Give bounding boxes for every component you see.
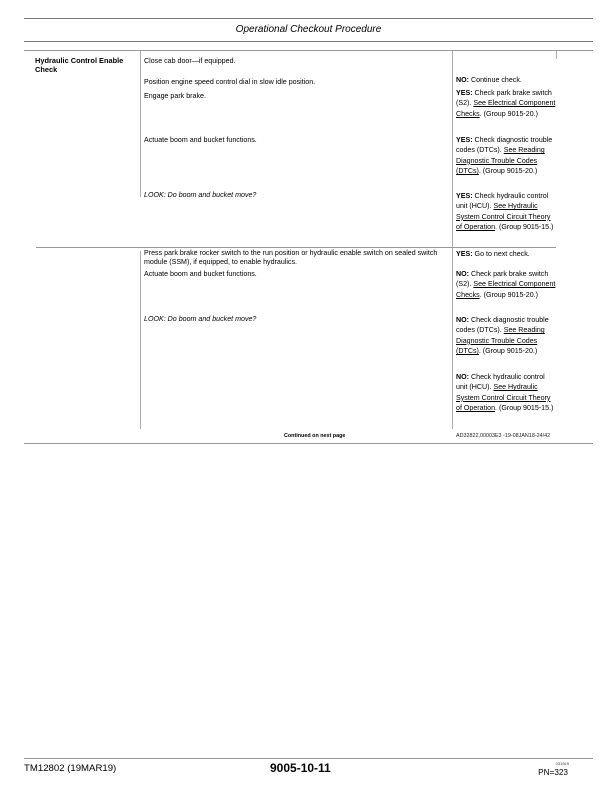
step-actuate-functions: Actuate boom and bucket functions. [144,270,257,278]
result-text: Check park brake switch (S2). [456,270,549,289]
result-suffix: . (Group 9015-20.) [479,290,539,299]
step-enable-hydraulics: Press park brake rocker switch to the run position or hydraulic enable switch on sealed switch module (SSM), if equipped, to enable hydraulics. [144,249,438,266]
result-yes-hcu [456,191,556,233]
page-number: 9005-10-11 [270,761,331,775]
result-no-hcu [456,372,556,414]
result-text: Check park brake switch (S2). [456,89,552,108]
reference-link[interactable]: See Reading Diagnostic Trouble Codes (DTCs) [456,326,545,356]
step-park-brake: Engage park brake. [144,92,206,100]
step-speed-dial: Position engine speed control dial in slow idle position. [144,78,316,86]
document-id: AD32822,00003E3 -19-08JAN18-24/42 [456,433,551,439]
footer-code: 031919 [555,761,569,766]
result-text: Check hydraulic control unit (HCU). [456,192,549,211]
step-close-cab-door: Close cab door—if equipped. [144,57,236,65]
result-yes-next [456,249,556,259]
result-suffix: . (Group 9015-20.) [479,109,539,118]
header-title: Operational Checkout Procedure [235,24,382,35]
procedure-table [24,50,593,444]
result-text: Check diagnostic trouble codes (DTCs). [456,316,549,335]
reference-link[interactable]: See Electrical Component Checks [456,280,556,299]
result-text: Go to next check. [474,250,530,258]
step-actuate-functions: Actuate boom and bucket functions. [144,136,257,144]
result-no-dtcs [456,315,556,357]
result-suffix: . (Group 9015-15.) [495,223,554,232]
result-label: NO: [456,373,470,381]
step-look-boom-bucket: LOOK: Do boom and bucket move? [144,315,257,323]
result-text: Check diagnostic trouble codes (DTCs). [456,136,553,155]
reference-link[interactable]: See Hydraulic System Control Circuit Theory of Operation [456,202,551,232]
result-text: Check hydraulic control unit (HCU). [456,373,545,392]
pn-number: PN=323 [538,768,568,777]
result-text: Continue check. [471,76,522,84]
result-yes-park-brake [456,88,556,119]
reference-link[interactable]: See Electrical Component Checks [456,99,556,118]
step-look-boom-bucket: LOOK: Do boom and bucket move? [144,191,257,199]
reference-link[interactable]: See Hydraulic System Control Circuit Theory of Operation [456,383,551,413]
column-divider [556,51,557,59]
result-label: YES: [456,136,473,144]
reference-link[interactable]: See Reading Diagnostic Trouble Codes (DTCs) [456,146,545,176]
result-label: NO: [456,270,470,278]
result-label: YES: [456,250,473,258]
result-label: NO: [456,316,470,324]
page-footer [24,758,593,788]
column-divider [140,251,141,429]
manual-id: TM12802 (19MAR19) [24,763,117,774]
result-suffix: . (Group 9015-20.) [478,167,538,176]
result-label: YES: [456,89,473,97]
result-suffix: . (Group 9015-20.) [478,347,538,356]
result-suffix: . (Group 9015-15.) [495,404,554,413]
result-yes-dtcs [456,135,556,177]
page-header [24,18,593,42]
result-no-park-brake [456,269,556,300]
section-title: Hydraulic Control Enable Check [35,56,124,74]
result-label: NO: [456,76,470,84]
result-label: YES: [456,192,473,200]
column-divider [452,51,453,429]
continued-note: Continued on next page [284,433,346,439]
result-no-continue [456,75,556,85]
row-divider [36,247,556,248]
